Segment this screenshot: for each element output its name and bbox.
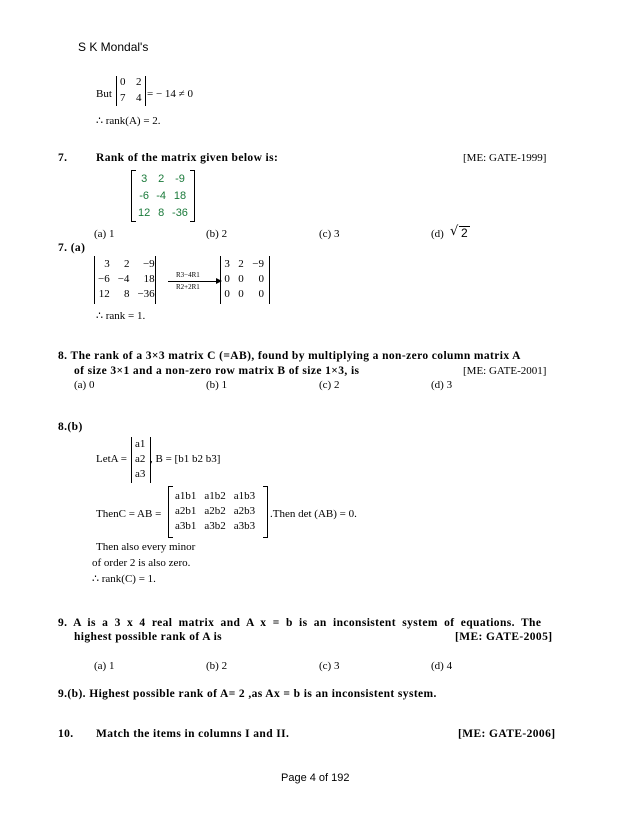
a7-label: 7. (a) — [58, 242, 86, 254]
sqrt-radicand: 2 — [461, 226, 468, 240]
q10-number: 10. — [58, 728, 74, 740]
q9-option-a: (a) 1 — [94, 660, 115, 672]
matrix-cell: 2 — [158, 172, 165, 185]
matrix-cell: −4 — [117, 272, 130, 285]
matrix-cell: -36 — [172, 206, 188, 219]
a7-matrix-left — [94, 256, 159, 301]
q9-option-d: (d) 4 — [431, 660, 453, 672]
q9-line2: highest possible rank of A is — [74, 631, 223, 643]
q7-question: Rank of the matrix given below is: — [96, 152, 279, 164]
matrix-cell: 3 — [104, 257, 110, 270]
q9-line1: 9. A is a 3 x 4 real matrix and A x = b is an inconsistent system of equations. The — [58, 617, 542, 629]
q8-source: [ME: GATE-2001] — [463, 365, 547, 377]
q7-option-a: (a) 1 — [94, 228, 115, 240]
matrix-cell: 0 — [224, 287, 230, 300]
matrix-cell: a1 — [135, 438, 146, 450]
matrix-cell: 8 — [123, 287, 130, 300]
q7-number: 7. — [58, 152, 68, 164]
matrix-cell: 0 — [258, 287, 264, 300]
sqrt-symbol: √ — [450, 224, 459, 239]
q8-line2: of size 3×1 and a non-zero row matrix B of size 1×3, is — [74, 365, 360, 377]
matrix-cell: −9 — [252, 257, 264, 270]
matrix-cell: a2b3 — [233, 504, 256, 517]
matrix-cell: 2 — [123, 257, 130, 270]
det-ab-text: .Then det (AB) = 0. — [270, 508, 357, 520]
row-op-top: R3−4R1 — [176, 271, 200, 279]
b-definition: , B = [b1 b2 b3] — [150, 453, 221, 465]
matrix-cell: a3 — [135, 468, 146, 480]
q7-matrix — [135, 170, 191, 221]
row-op-arrow — [168, 281, 218, 282]
page-number: Page 4 of 192 — [281, 772, 350, 784]
q7-option-c: (c) 3 — [319, 228, 340, 240]
header-author: S K Mondal's — [78, 40, 149, 54]
q8-option-b: (b) 1 — [206, 379, 228, 391]
matrix-cell: −6 — [98, 272, 110, 285]
q10-text: Match the items in columns I and II. — [96, 728, 290, 740]
matrix-cell: −36 — [137, 287, 155, 300]
matrix-cell: 2 — [136, 76, 142, 88]
a8-line1: Then also every minor — [96, 541, 196, 553]
matrix-cell: −9 — [142, 257, 155, 270]
matrix-cell: 18 — [143, 272, 155, 285]
q8-option-a: (a) 0 — [74, 379, 95, 391]
row-op-bottom: R2+2R1 — [176, 283, 200, 291]
q7-option-d: (d) — [431, 228, 444, 240]
matrix-cell: a3b3 — [233, 519, 256, 532]
matrix-cell: 3 — [224, 257, 230, 270]
matrix-cell: 0 — [258, 272, 264, 285]
matrix-cell: 8 — [158, 206, 165, 219]
let-a-label: LetA = — [96, 453, 127, 465]
column-matrix-a — [131, 437, 151, 483]
matrix-cell: a1b1 — [175, 489, 197, 502]
matrix-cell: 0 — [224, 272, 230, 285]
matrix-cell: 3 — [141, 172, 148, 185]
matrix-cell: 4 — [136, 92, 142, 104]
matrix-cell: a3b2 — [204, 519, 226, 532]
matrix-cell: 0 — [120, 76, 126, 88]
matrix-cell: -9 — [175, 172, 185, 185]
matrix-cell: 18 — [173, 189, 187, 202]
matrix-cell: a1b3 — [233, 489, 256, 502]
matrix-cell: 0 — [238, 287, 244, 300]
matrix-cell: -4 — [156, 189, 167, 202]
matrix-cell: a2b1 — [175, 504, 197, 517]
rank-conclusion: ∴ rank(A) = 2. — [96, 115, 161, 127]
det-result: = − 14 ≠ 0 — [147, 88, 193, 100]
then-c-label: ThenC = AB = — [96, 508, 162, 520]
matrix-cell: a3b1 — [175, 519, 197, 532]
a7-conclusion: ∴ rank = 1. — [96, 310, 146, 322]
q9-option-b: (b) 2 — [206, 660, 228, 672]
q8-option-d: (d) 3 — [431, 379, 453, 391]
a9-answer: 9.(b). Highest possible rank of A= 2 ,as Ax = b is an inconsistent system. — [58, 688, 437, 700]
q9-source: [ME: GATE-2005] — [455, 631, 553, 643]
matrix-cell: 12 — [138, 206, 151, 219]
matrix-cell: 7 — [120, 92, 126, 104]
a7-matrix-right — [220, 256, 268, 301]
matrix-cell: 0 — [238, 272, 244, 285]
q10-source: [ME: GATE-2006] — [458, 728, 556, 740]
matrix-cell: 2 — [238, 257, 244, 270]
matrix-cell: a2 — [135, 453, 146, 465]
q7-option-b: (b) 2 — [206, 228, 228, 240]
matrix-cell: a1b2 — [204, 489, 226, 502]
matrix-cell: 12 — [98, 287, 110, 300]
a8-label: 8.(b) — [58, 421, 83, 433]
det-2x2 — [116, 76, 146, 106]
product-right-bracket — [263, 486, 268, 538]
matrix-cell: -6 — [139, 189, 150, 202]
q8-line1: 8. The rank of a 3×3 matrix C (=AB), found by multiplying a non-zero column matrix A — [58, 350, 521, 362]
but-label: But — [96, 88, 112, 100]
q8-option-c: (c) 2 — [319, 379, 340, 391]
matrix-cell: a2b2 — [204, 504, 226, 517]
a8-conclusion: ∴ rank(C) = 1. — [92, 573, 156, 585]
q9-option-c: (c) 3 — [319, 660, 340, 672]
product-matrix — [171, 488, 259, 533]
q7-source: [ME: GATE-1999] — [463, 152, 547, 164]
a8-line2: of order 2 is also zero. — [92, 557, 191, 569]
